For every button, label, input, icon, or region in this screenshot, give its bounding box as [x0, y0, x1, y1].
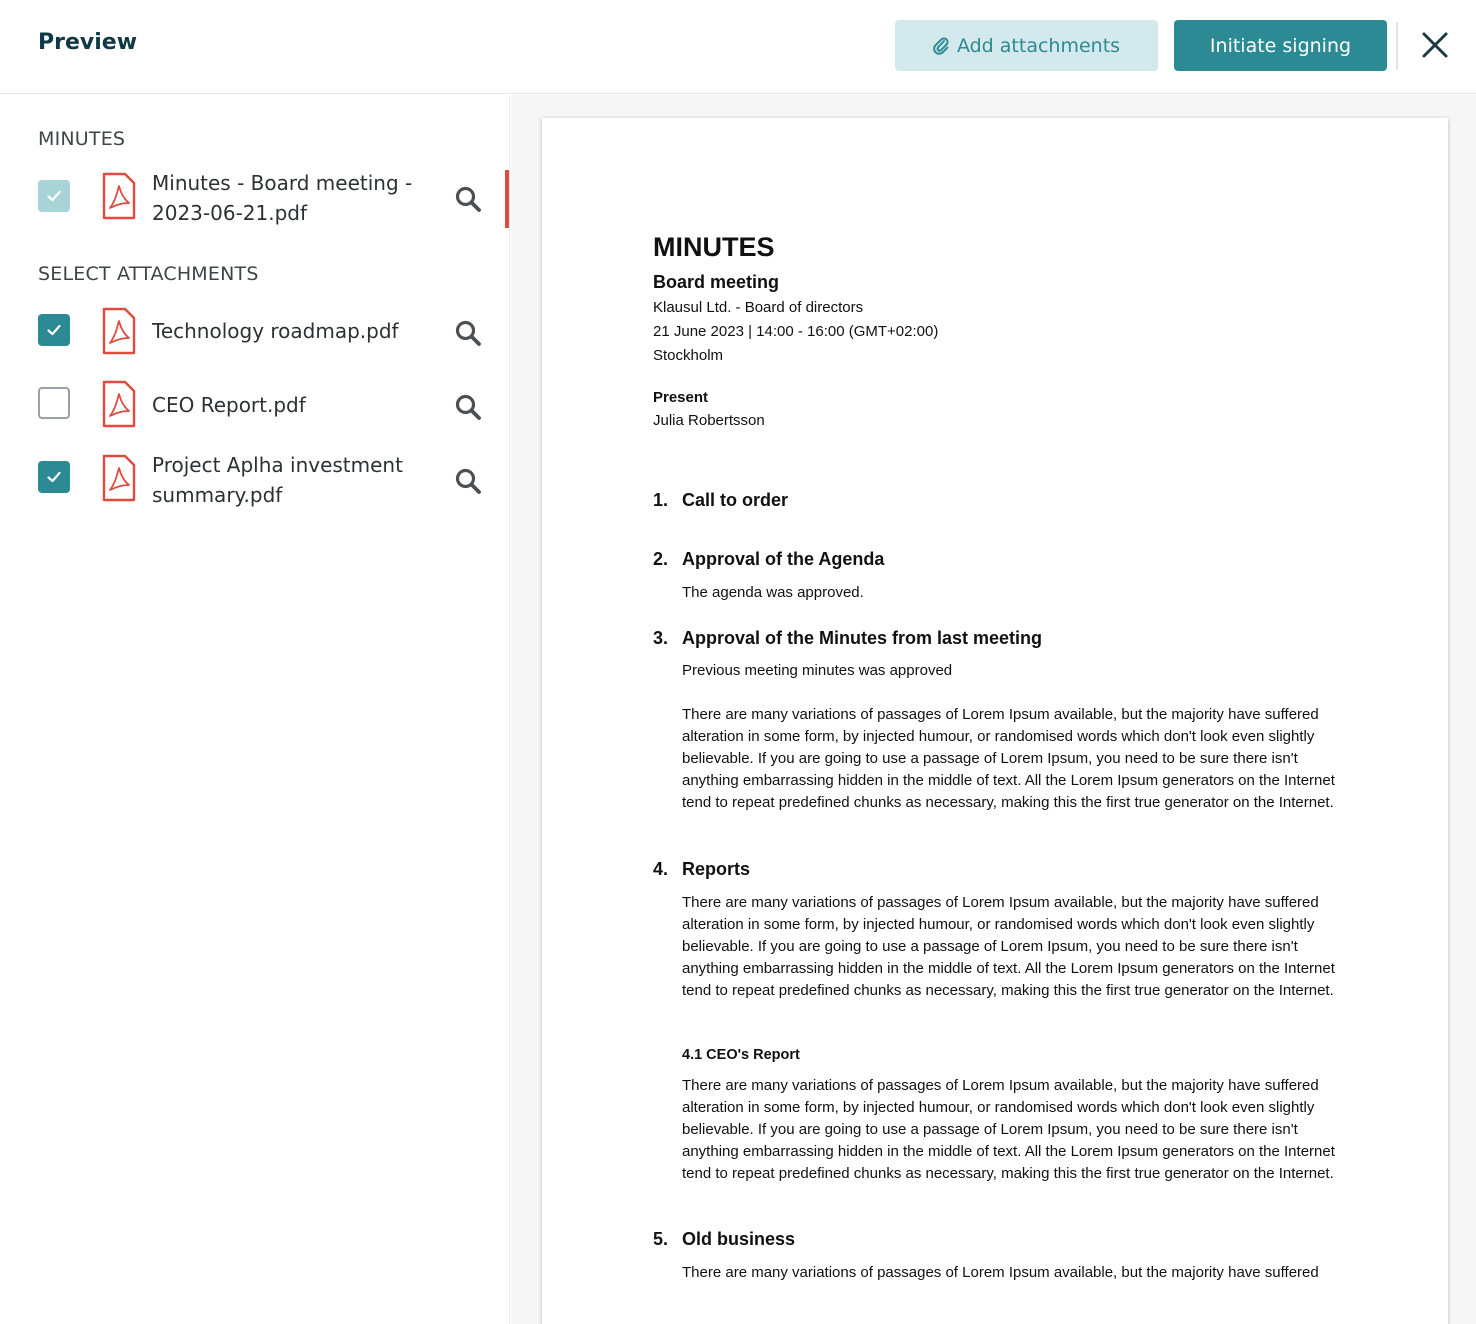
attachment-row-project-alpha[interactable] [0, 448, 510, 518]
header-divider [1396, 22, 1398, 70]
initiate-signing-label: Initiate signing [1209, 34, 1352, 57]
paperclip-icon [933, 36, 949, 56]
active-file-indicator [505, 170, 509, 228]
attachments-section-label: SELECT ATTACHMENTS [38, 263, 259, 285]
lorem-paragraph: There are many variations of passages of Lorem Ipsum available, but the majority have suffered alteration in some form, by injected humour, or randomised words which don't look even slightly believable. If you are going to use a passage of Lorem Ipsum, you need to be sure there isn't anything embarrassing hidden in the middle of text. All the Lorem Ipsum generators on the Internet tend to repeat predefined chunks as necessary, making this the first true generator on the Internet. [682, 894, 1335, 999]
attachment-checkbox[interactable] [38, 314, 70, 346]
check-icon [45, 321, 63, 339]
subsection-heading: 4.1 CEO's Report [682, 1047, 800, 1063]
document-organization: Klausul Ltd. - Board of directors [653, 299, 864, 316]
attachment-row-technology-roadmap[interactable] [0, 300, 510, 364]
file-selection-panel [0, 95, 510, 1324]
pdf-file-icon [102, 307, 136, 355]
lorem-paragraph: There are many variations of passages of Lorem Ipsum available, but the majority have suffered alteration in some form, by injected humour, or randomised words which don't look even slightly believable. If you are going to use a passage of Lorem Ipsum, you need to be sure there isn't anything embarrassing hidden in the middle of text. All the Lorem Ipsum generators on the Internet tend to repeat predefined chunks as necessary, making this the first true generator on the Internet. [682, 1077, 1335, 1182]
agenda-item-heading: 4. Reports [653, 859, 751, 879]
document-subtitle: Board meeting [653, 272, 780, 292]
attachment-checkbox[interactable] [38, 387, 70, 419]
document-datetime: 21 June 2023 | 14:00 - 16:00 (GMT+02:00) [653, 323, 939, 340]
minutes-file-row[interactable] [0, 165, 510, 235]
lorem-paragraph: There are many variations of passages of Lorem Ipsum available, but the majority have suffered alteration in some form, by injected humour, or randomised words which don't look even slightly believable. If you are going to use a passage of Lorem Ipsum, you need to be sure there isn't anything embarrassing hidden in the middle of text. All the Lorem Ipsum generators on the Internet tend to repeat predefined chunks as necessary, making this the first true generator on the Internet. [682, 706, 1335, 811]
document-preview-area[interactable] [511, 95, 1476, 1324]
attachment-file-name: Technology roadmap.pdf [152, 319, 399, 343]
pdf-file-icon [102, 454, 136, 502]
document-location: Stockholm [653, 347, 724, 364]
agenda-item-heading: 1. Call to order [653, 490, 789, 510]
agenda-item-heading: 2. Approval of the Agenda [653, 549, 885, 569]
pdf-file-icon [102, 380, 136, 428]
close-icon[interactable] [1418, 28, 1452, 62]
minutes-checkbox [38, 180, 70, 212]
document-title: MINUTES [653, 232, 775, 262]
minutes-file-name: Minutes - Board meeting - 2023-06-21.pdf [152, 171, 413, 225]
search-icon[interactable] [454, 319, 482, 347]
initiate-signing-button[interactable] [1174, 20, 1387, 71]
lorem-paragraph: There are many variations of passages of Lorem Ipsum available, but the majority have suffered [682, 1264, 1319, 1281]
add-attachments-button[interactable] [895, 20, 1158, 71]
agenda-item-text: Previous meeting minutes was approved [682, 662, 953, 679]
add-attachments-label: Add attachments [956, 34, 1121, 57]
present-label: Present [653, 389, 709, 406]
search-icon[interactable] [454, 393, 482, 421]
attachment-checkbox[interactable] [38, 461, 70, 493]
present-names: Julia Robertsson [653, 412, 765, 429]
page-title: Preview [38, 30, 138, 55]
document-page [542, 118, 1448, 1324]
pdf-file-icon [102, 172, 136, 220]
agenda-item-heading: 5. Old business [653, 1229, 796, 1249]
minutes-section-label: MINUTES [38, 128, 126, 150]
agenda-item-heading: 3. Approval of the Minutes from last meeting [653, 628, 1043, 648]
check-icon [45, 468, 63, 486]
search-icon[interactable] [454, 185, 482, 213]
agenda-item-text: The agenda was approved. [682, 584, 864, 601]
header-bar [0, 0, 1476, 94]
search-icon[interactable] [454, 467, 482, 495]
attachment-file-name: CEO Report.pdf [152, 393, 306, 417]
check-icon [45, 187, 63, 205]
attachment-file-name: Project Aplha investment summary.pdf [152, 453, 403, 507]
attachment-row-ceo-report[interactable] [0, 374, 510, 438]
